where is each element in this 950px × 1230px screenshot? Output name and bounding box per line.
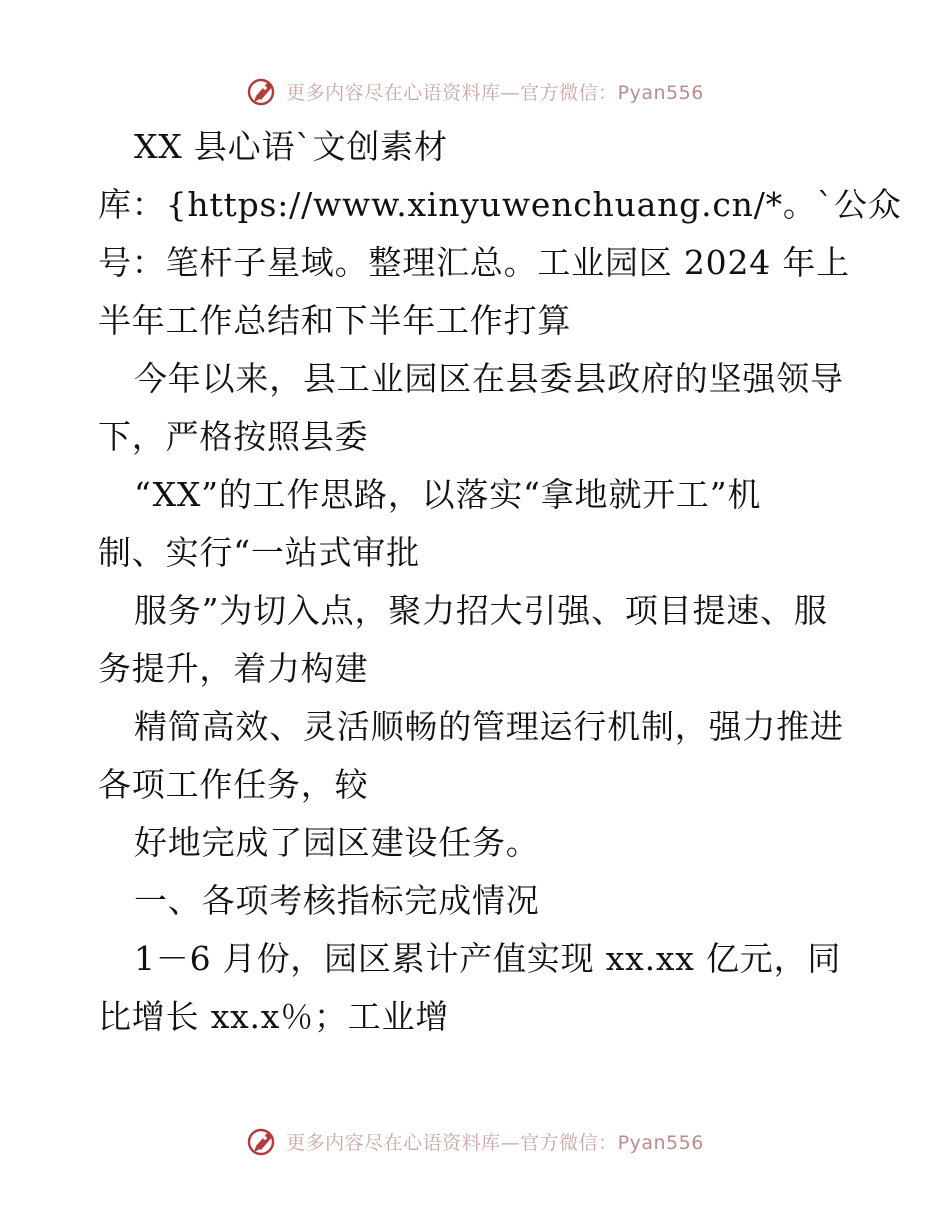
section-heading: 一、各项考核指标完成情况 — [134, 881, 540, 920]
watermark-text: 更多内容尽在心语资料库—官方微信：Pyan556 — [286, 1131, 704, 1154]
body-line: 各项工作任务，较 — [98, 765, 369, 804]
body-line: 号：笔杆子星域。整理汇总。工业园区 2024 年上 — [98, 243, 850, 282]
watermark-handle: Pyan556 — [617, 81, 704, 104]
body-line: 半年工作总结和下半年工作打算 — [98, 301, 572, 340]
pen-nib-logo-icon — [246, 74, 280, 108]
pen-nib-logo-icon — [246, 1124, 280, 1158]
body-line: 下，严格按照县委 — [98, 417, 369, 456]
body-line: “XX”的工作思路，以落实“拿地就开工”机 — [134, 475, 762, 514]
footer-watermark — [0, 1121, 950, 1161]
body-line: 1－6 月份，园区累计产值实现 xx.xx 亿元，同 — [134, 939, 842, 978]
body-line: 今年以来，县工业园区在县委县政府的坚强领导 — [134, 359, 844, 398]
watermark-text: 更多内容尽在心语资料库—官方微信：Pyan556 — [286, 81, 704, 104]
header-watermark — [0, 71, 950, 111]
body-line: 好地完成了园区建设任务。 — [134, 823, 540, 862]
body-line: 比增长 xx.x％；工业增 — [98, 997, 450, 1036]
body-line: 精简高效、灵活顺畅的管理运行机制，强力推进 — [134, 707, 844, 746]
body-line: 务提升，着力构建 — [98, 649, 369, 688]
body-line: 服务”为切入点，聚力招大引强、项目提速、服 — [134, 591, 828, 630]
body-line: 库：{https://www.xinyuwenchuang.cn/*。`公众 — [98, 185, 902, 224]
body-line: XX 县心语`文创素材 — [134, 127, 448, 166]
body-line: 制、实行“一站式审批 — [98, 533, 420, 572]
watermark-handle: Pyan556 — [617, 1131, 704, 1154]
